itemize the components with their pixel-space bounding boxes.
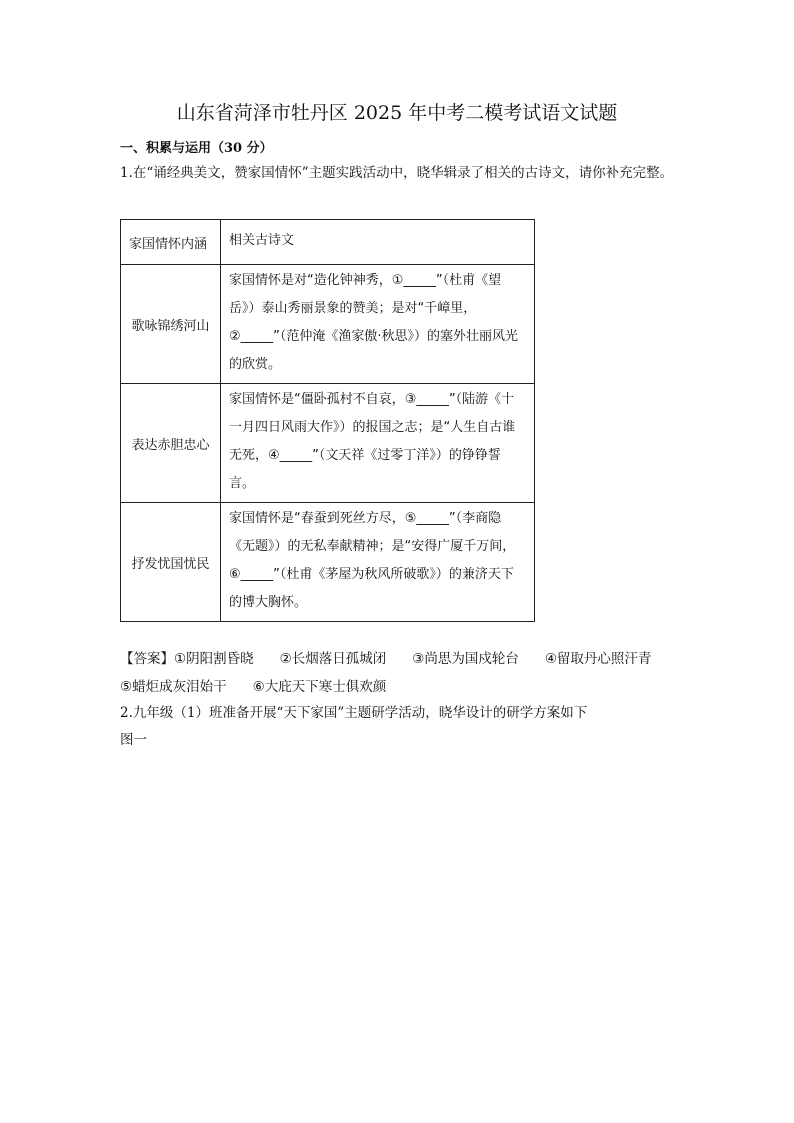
page-title: 山东省菏泽市牡丹区 2025 年中考二模考试语文试题 — [176, 102, 618, 124]
answer-item: ⑤蜡炬成灰泪始干 — [120, 679, 227, 695]
table-row — [121, 384, 535, 503]
answer-item: ③尚思为国戍轮台 — [412, 651, 519, 667]
answer-item: ④留取丹心照汗青 — [544, 651, 652, 667]
answer-block — [120, 645, 690, 701]
answer-item: ⑥大庇天下寒士俱欢颜 — [252, 679, 387, 695]
table-row — [121, 265, 535, 384]
answer-item: ②长烟落日孤城闭 — [279, 651, 387, 667]
poems-table — [120, 219, 535, 622]
table-row-content: 家国情怀是对“造化钟神秀，①_____”（杜甫《望岳》）泰山秀丽景象的赞美；是对“千嶂里，②_____”（范仲淹《渔家傲·秋思》）的塞外壮丽风光的欣赏。 — [221, 265, 535, 384]
table-header-cell: 家国情怀内涵 — [121, 220, 221, 265]
table-header-row — [121, 220, 535, 265]
table-row-content: 家国情怀是“僵卧孤村不自哀，③_____”（陆游《十一月四日风雨大作》）的报国之志；是“人生自古谁无死，④_____”（文天祥《过零丁洋》）的铮铮誓言。 — [221, 384, 535, 503]
table-row-label: 表达赤胆忠心 — [121, 384, 221, 503]
figure-label: 图一 — [120, 732, 147, 748]
table-header-cell: 相关古诗文 — [221, 220, 535, 265]
section-heading: 一、积累与运用（30 分） — [120, 141, 273, 156]
question-2-text: 2.九年级（1）班准备开展“天下家国”主题研学活动，晓华设计的研学方案如下 — [120, 705, 588, 721]
question-1-text: 1.在“诵经典美文，赞家国情怀”主题实践活动中，晓华辑录了相关的古诗文，请你补充完整。 — [120, 165, 674, 181]
table-row-content: 家国情怀是“春蚕到死丝方尽，⑤_____”（李商隐《无题》）的无私奉献精神；是“安得广厦千万间，⑥_____”（杜甫《茅屋为秋风所破歌》）的兼济天下的博大胸怀。 — [221, 503, 535, 622]
answer-item: ①阴阳割昏晓 — [174, 651, 254, 667]
table-row-label: 歌咏锦绣河山 — [121, 265, 221, 384]
answer-tag: 【答案】 — [120, 651, 174, 667]
table-row — [121, 503, 535, 622]
table-row-label: 抒发忧国忧民 — [121, 503, 221, 622]
